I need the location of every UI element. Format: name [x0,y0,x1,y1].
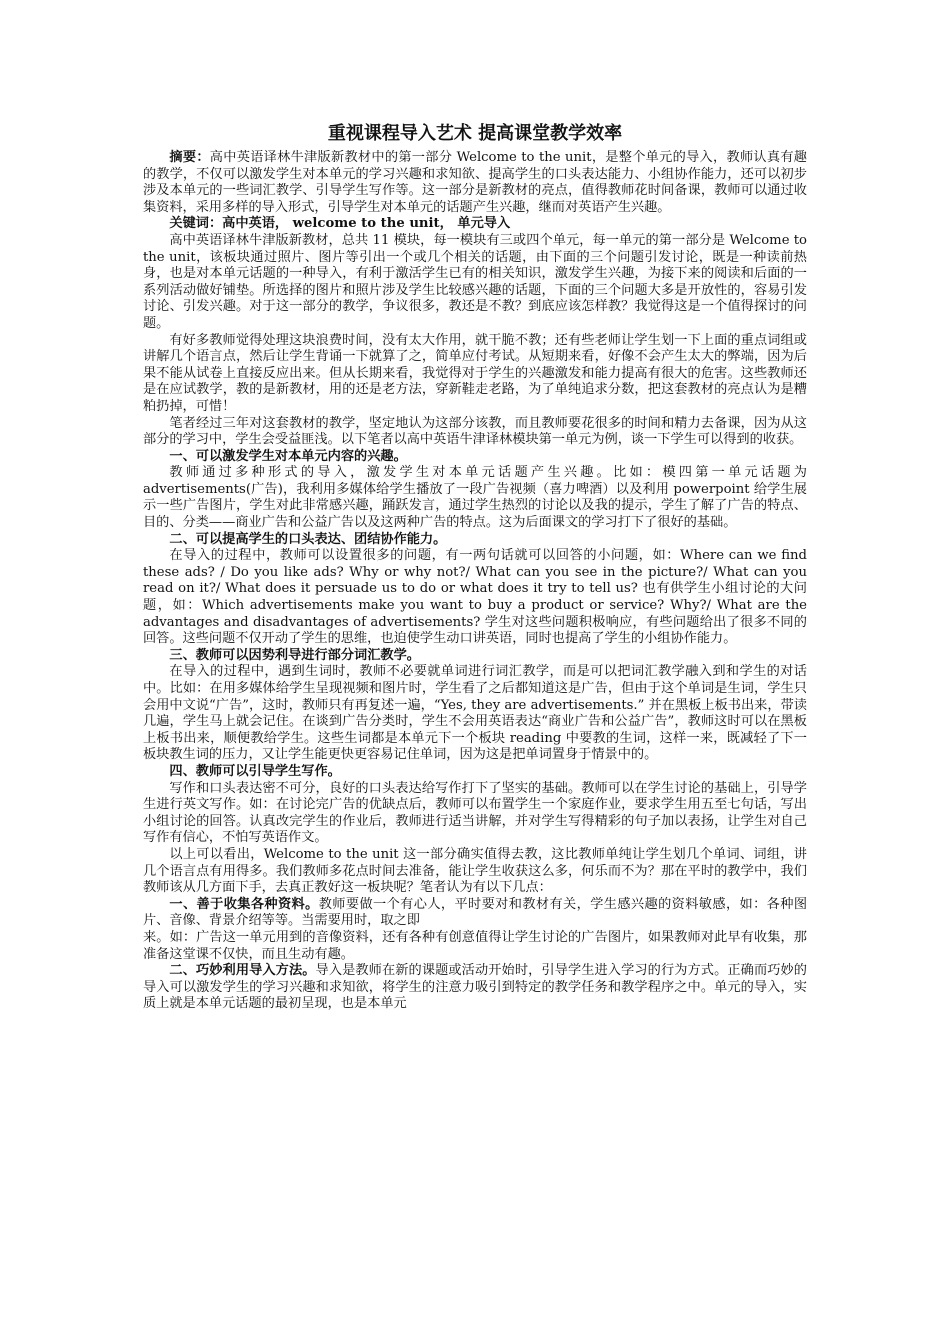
strategy-text: 导入是教师在新的课题或活动开始时，引导学生进入学习的行为方式。正确而巧妙的导入可以激发学生的学习兴趣和求知欲，将学生的注意力吸引到特定的教学任务和教学程序之中。单元的导入，实质上就是本单元话题的最初呈现，也是本单元 [143,963,807,1012]
section-heading: 四、教师可以引导学生写作。 [169,763,341,779]
abstract-text: 高中英语译林牛津版新教材中的第一部分 Welcome to the unit，是整个单元的导入，教师认真有趣的教学，不仅可以激发学生对本单元的学习兴趣和求知欲、提高学生的口头表达能力、小组协作能力，还可以初步涉及本单元的一些词汇教学、引导学生写作等。这一部分是新教材的亮点，值得教师花时间备课，教师可以通过收集资料，采用多样的导入形式，引导学生对本单元的话题产生兴趣，继而对英语产生兴趣。 [143,150,807,215]
body-paragraph: 来。如：广告这一单元用到的音像资料，还有各种有创意值得让学生讨论的广告图片，如果教师对此早有收集，那准备这堂课不仅快，而且生动有趣。 [143,929,807,962]
strategy-label: 二、巧妙利用导入方法。 [169,963,316,979]
strategy-paragraph [143,963,807,1013]
keywords-line: 关键词：高中英语， welcome to the unit， 单元导入 [169,216,511,232]
section-heading: 一、可以激发学生对本单元内容的兴趣。 [169,448,407,464]
document-title: 重视课程导入艺术 提高课堂教学效率 [327,123,623,144]
strategy-label: 一、善于收集各种资料。 [169,896,319,912]
body-paragraph: 有好多教师觉得处理这块浪费时间，没有太大作用，就干脆不教；还有些老师让学生划一下上面的重点词组或讲解几个语言点，然后让学生背诵一下就算了之，简单应付考试。从短期来看，好像不会产生太大的弊端，因为后果不能从试卷上直接反应出来。但从长期来看，我觉得对于学生的兴趣激发和能力提高有很大的危害。这些教师还是在应试教学，教的是新教材，用的还是老方法，穿新鞋走老路，为了单纯追求分数，把这套教材的亮点认为是糟粕扔掉，可惜！ [143,332,807,414]
body-paragraph: 笔者经过三年对这套教材的教学，坚定地认为这部分该教，而且教师要花很多的时间和精力去备课，因为从这部分的学习中，学生会受益匪浅。以下笔者以高中英语牛津译林模块第一单元为例，谈一下学生可以得到的收获。 [143,415,807,448]
body-paragraph: 以上可以看出，Welcome to the unit 这一部分确实值得去教，这比教师单纯让学生划几个单词、词组，讲几个语言点有用得多。我们教师多花点时间去准备，能让学生收获这么多，何乐而不为？那在平时的教学中，我们教师该从几方面下手，去真正教好这一板块呢？笔者认为有以下几点： [143,846,807,896]
strategy-paragraph [143,897,807,930]
body-paragraph: 写作和口头表达密不可分，良好的口头表达给写作打下了坚实的基础。教师可以在学生讨论的基础上，引导学生进行英文写作。如：在讨论完广告的优缺点后，教师可以布置学生一个家庭作业，要求学生用五至七句话，写出小组讨论的回答。认真改完学生的作业后，教师进行适当讲解，并对学生写得精彩的句子加以表扬，让学生对自己写作有信心，不怕写英语作文。 [143,780,807,846]
section-heading: 二、可以提高学生的口头表达、团结协作能力。 [169,531,447,547]
abstract-paragraph [143,150,807,216]
section-heading: 三、教师可以因势利导进行部分词汇教学。 [169,647,420,663]
document-page [143,122,807,1013]
body-paragraph: 教师通过多种形式的导入，激发学生对本单元话题产生兴趣。比如：模四第一单元话题为 advertisements(广告)，我利用多媒体给学生播放了一段广告视频（喜力啤酒）以及利用 powerpoint 给学生展示一些广告图片，学生对此非常感兴趣，踊跃发言，通过学生热烈的讨论以及我的提示，学生了解了广告的特点、目的、分类——商业广告和公益广告以及这两种广告的特点。这为后面课文的学习打下了很好的基础。 [143,465,807,531]
strategy-text: 教师要做一个有心人，平时要对和教材有关，学生感兴趣的资料敏感，如：各种图片、音像、背景介绍等等。当需要用时，取之即 [143,896,808,929]
abstract-label: 摘要： [169,150,210,165]
body-paragraph: 在导入的过程中，教师可以设置很多的问题，有一两句话就可以回答的小问题，如：Where can we find these ads? / Do you like ads? Why or why not?/ What can you see in the picture?/ What can you read on it?/ What does it persuade us to do or what does it try to tell us? 也有供学生小组讨论的大问题，如：Which advertisements make you want to buy a product or service? Why?/ What are the advantages and disadvantages of advertisements? 学生对这些问题积极响应，有些问题给出了很多不同的回答。这些问题不仅开动了学生的思维，也迫使学生动口讲英语，同时也提高了学生的小组协作能力。 [143,548,807,647]
body-paragraph: 高中英语译林牛津版新教材，总共 11 模块，每一模块有三或四个单元，每一单元的第一部分是 Welcome to the unit，该板块通过照片、图片等引出一个或几个相关的话题，由下面的三个问题引发讨论，既是一种读前热身，也是对本单元话题的一种导入，有利于激活学生已有的相关知识，激发学生兴趣，为接下来的阅读和后面的一系列活动做好铺垫。所选择的图片和照片涉及学生比较感兴趣的话题，下面的三个问题大多是开放性的，容易引发讨论、引发兴趣。对于这一部分的教学，争议很多，教还是不教？到底应该怎样教？我觉得这是一个值得探讨的问题。 [143,232,807,331]
body-paragraph: 在导入的过程中，遇到生词时，教师不必要就单词进行词汇教学，而是可以把词汇教学融入到和学生的对话中。比如：在用多媒体给学生呈现视频和图片时，学生看了之后都知道这是广告，但由于这个单词是生词，学生只会用中文说“广告”，这时，教师只有再复述一遍，“Yes, they are advertisements.” 并在黑板上板书出来，带读几遍，学生马上就会记住。在谈到广告分类时，学生不会用英语表达“商业广告和公益广告”，教师这时可以在黑板上板书出来，顺便教给学生。这些生词都是本单元下一个板块 reading 中要教的生词，这样一来，既减轻了下一板块教生词的压力，又让学生能更快更容易记住单词，因为这是把单词置身于情景中的。 [143,664,807,763]
